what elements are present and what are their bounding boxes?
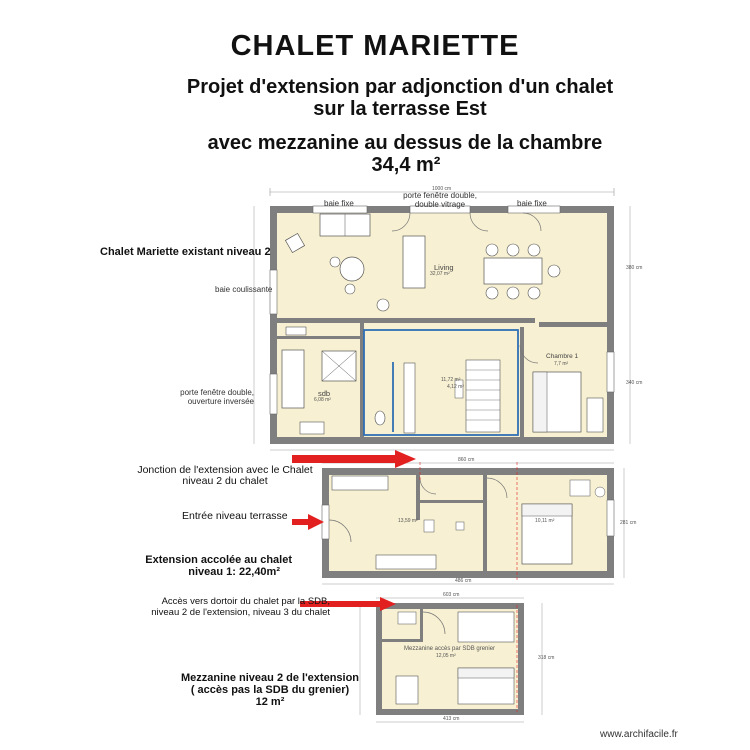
room-mezzanine-name: Mezzanine accès par SDB grenier [404, 646, 496, 652]
subtitle-line3: avec mezzanine au dessus de la chambre [207, 132, 603, 154]
brand-watermark: www.archifacile.fr [600, 729, 678, 740]
dim-mezz-side: 318 cm [538, 655, 555, 661]
dim-ext-right: 281 cm [620, 520, 637, 526]
dim-ext-top: 860 cm [458, 457, 475, 463]
existing-chalet-plan [254, 188, 630, 450]
room-bedroom-area: 7,7 m² [554, 361, 569, 367]
label-sliding-window: baie coulissante [215, 285, 273, 294]
label-fixed-window-right: baie fixe [517, 199, 547, 208]
room-stair-area-2: 4,12 m² [447, 384, 464, 390]
room-ext-main-area: 13,59 m² [398, 518, 418, 524]
room-living-name: Living [434, 263, 454, 272]
dim-top-total: 1000 cm [432, 186, 452, 192]
label-fixed-window-left: baie fixe [324, 199, 354, 208]
room-bedroom-name: Chambre 1 [546, 353, 579, 360]
page-title: CHALET MARIETTE [230, 30, 520, 62]
room-ext-bed-area: 10,11 m² [535, 518, 555, 524]
label-french-door-double-2: double vitrage [414, 200, 466, 209]
room-sdb-name: sdb [318, 389, 331, 398]
label-entrance: Entrée niveau terrasse [182, 510, 288, 522]
subtitle-line2: sur la terrasse Est [313, 98, 487, 120]
room-stair-area-1: 11,72 m² [441, 377, 461, 383]
label-access-2: niveau 2 de l'extension, niveau 3 du chalet [151, 607, 330, 618]
label-mezzanine-3: 12 m² [255, 696, 285, 708]
room-sdb-area: 6,08 m² [314, 397, 331, 403]
label-access-1: Accès vers dortoir du chalet par la SDB, [161, 596, 330, 607]
arrow-entrance [292, 514, 324, 530]
label-french-door-inverted-2: ouverture inversée [187, 397, 254, 406]
label-extension-2: niveau 1: 22,40m² [188, 566, 280, 578]
room-living-area: 32,07 m² [430, 271, 450, 277]
dim-ext-bottom: 486 cm [455, 578, 472, 584]
mezzanine-plan [360, 598, 542, 722]
label-extension-1: Extension accolée au chalet [145, 554, 292, 566]
dim-mezz-top: 603 cm [443, 592, 460, 598]
label-junction-2: niveau 2 du chalet [182, 475, 268, 487]
label-mezzanine-2: ( accès pas la SDB du grenier) [190, 684, 350, 696]
dim-mezz-bottom: 413 cm [443, 716, 460, 722]
label-junction-1: Jonction de l'extension avec le Chalet [137, 464, 313, 476]
subtitle-line1: Projet d'extension par adjonction d'un chalet [186, 76, 614, 98]
label-mezzanine-1: Mezzanine niveau 2 de l'extension [180, 672, 360, 684]
label-existing-level2: Chalet Mariette existant niveau 2 [100, 246, 271, 258]
label-french-door-inverted-1: porte fenêtre double, [180, 388, 254, 397]
dim-right-bottom: 340 cm [626, 380, 643, 386]
total-area: 34,4 m² [371, 154, 441, 176]
dim-right-top: 380 cm [626, 265, 643, 271]
label-french-door-double-1: porte fenêtre double, [403, 191, 477, 200]
extension-level1-plan [322, 462, 624, 584]
room-mezzanine-area: 12,05 m² [436, 653, 456, 659]
